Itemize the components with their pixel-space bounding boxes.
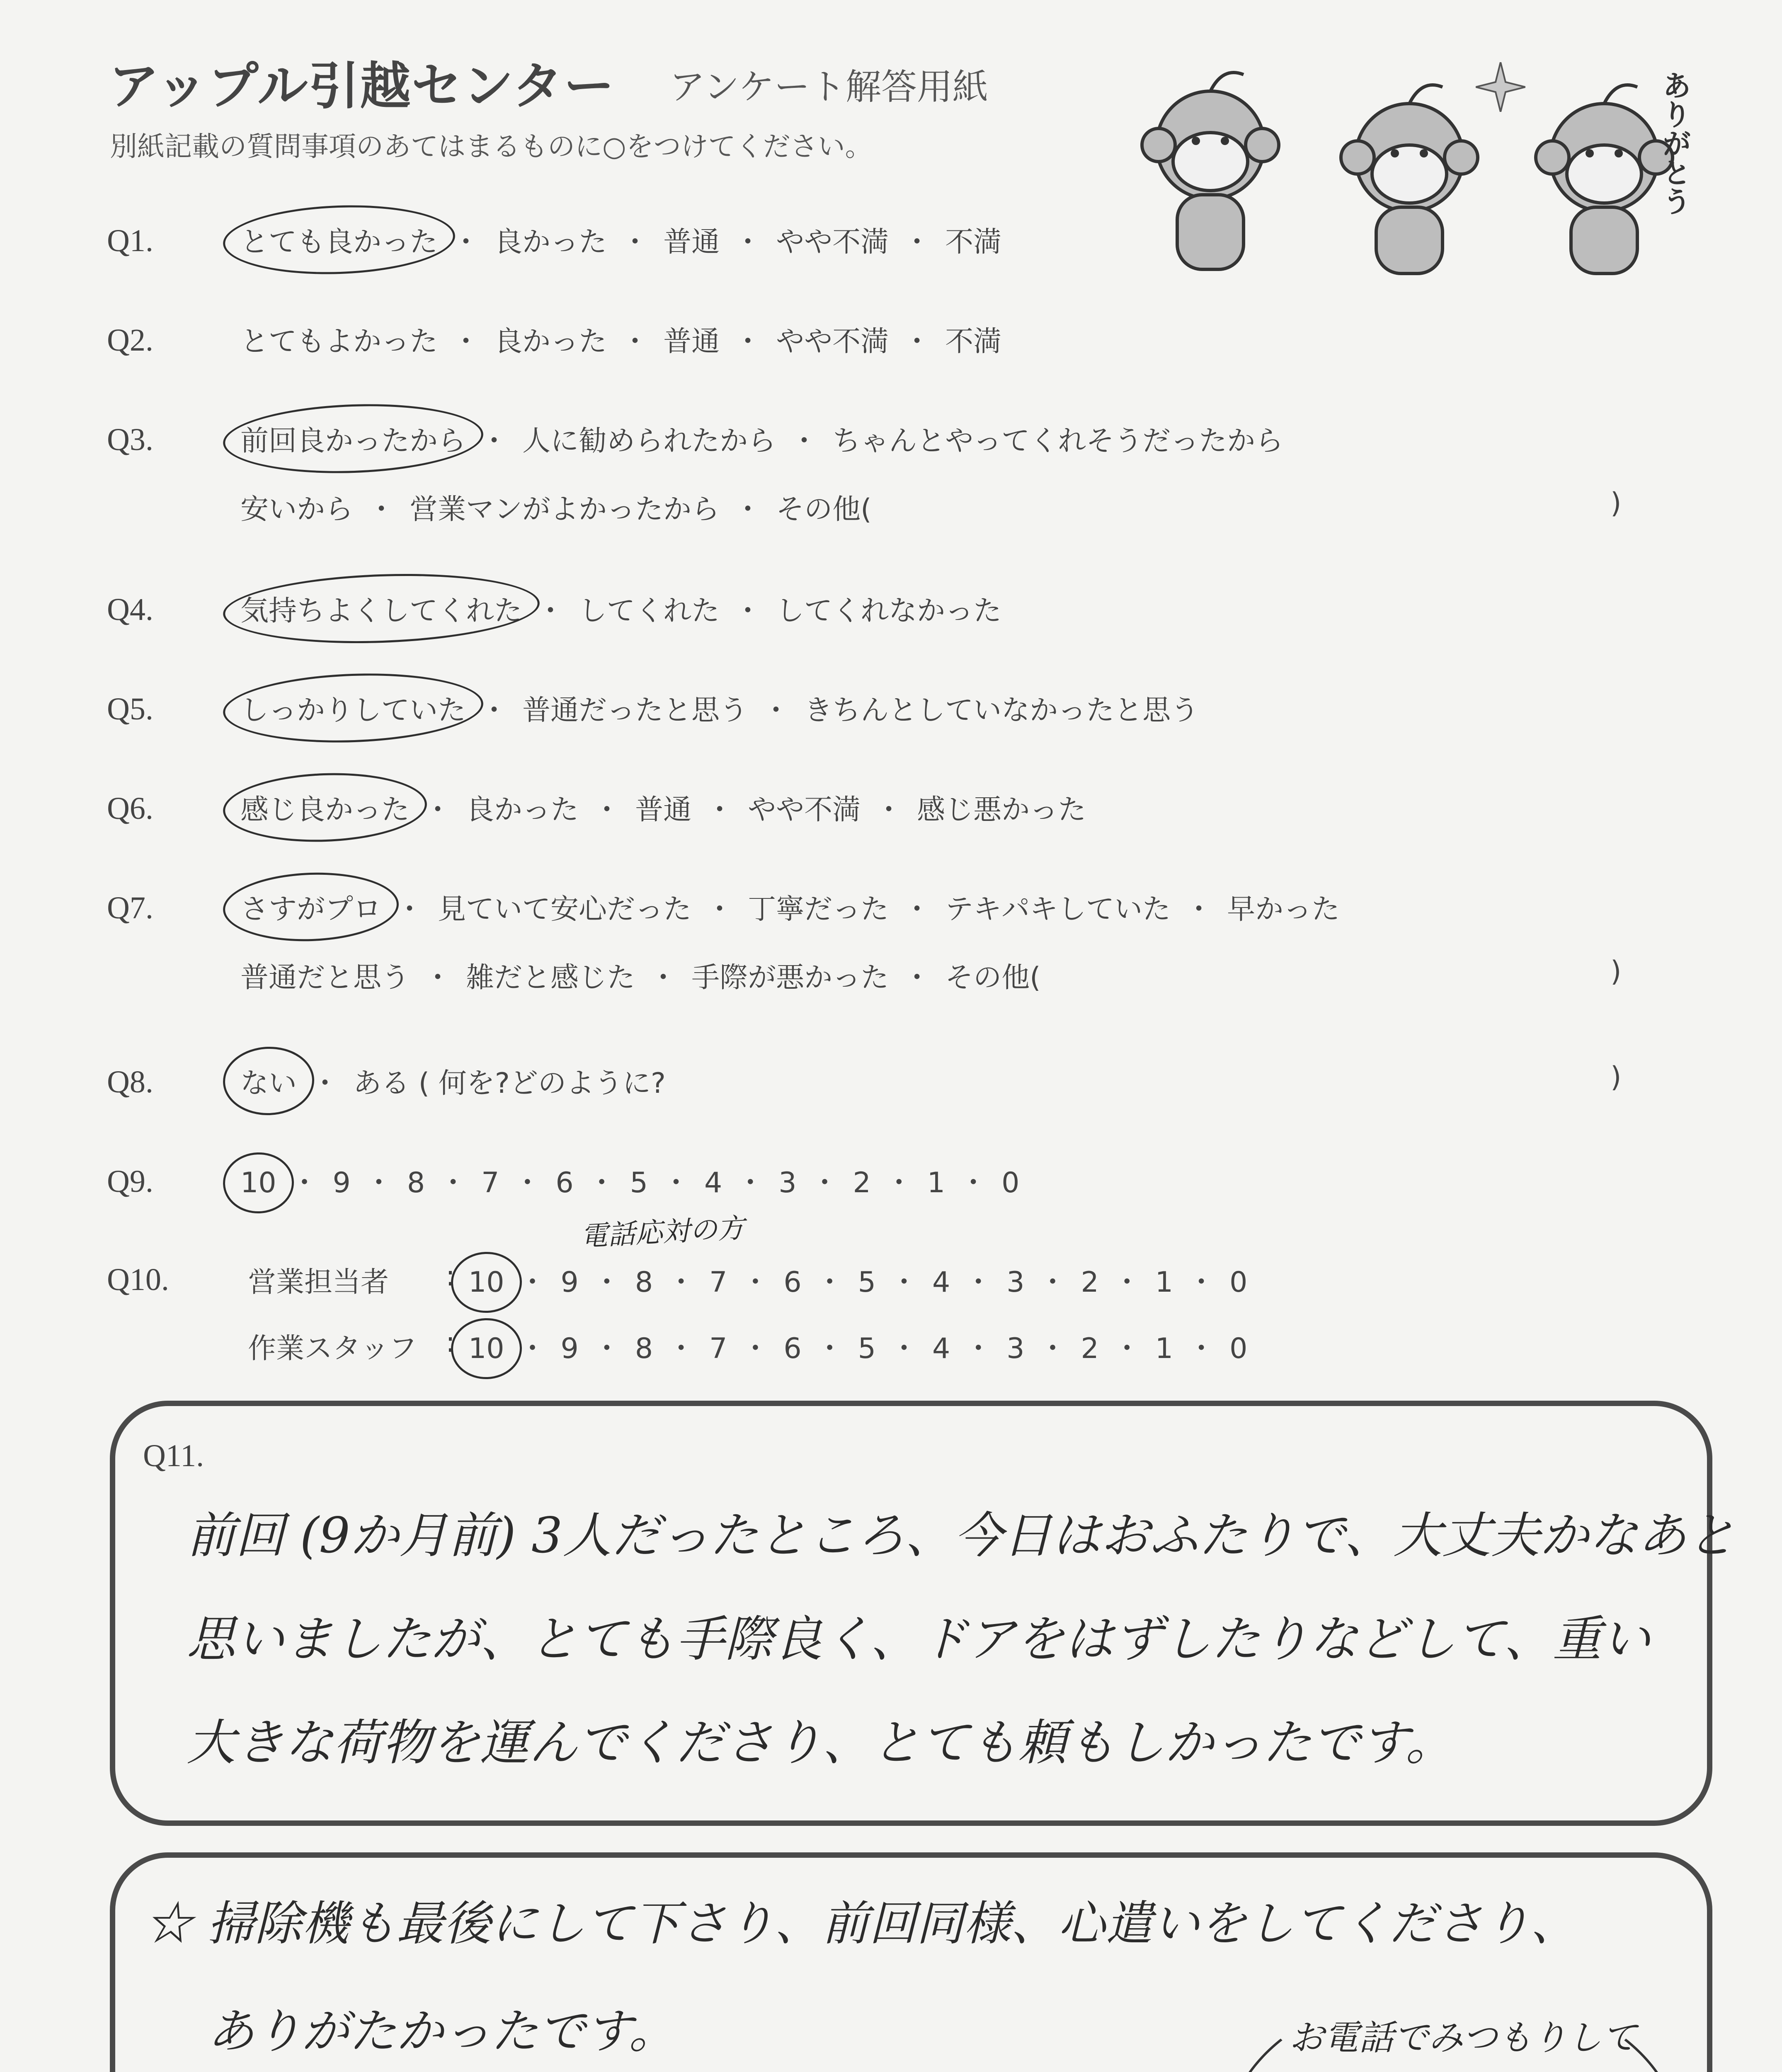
separator-dot: ・ — [1038, 1266, 1067, 1299]
q10-sales-score[interactable]: 4 — [932, 1266, 950, 1299]
q10-sales-score[interactable]: 7 — [709, 1266, 727, 1299]
q6-option[interactable]: やや不満 — [748, 794, 861, 826]
q10-staff-scale — [468, 1326, 1261, 1366]
q9-option[interactable]: 0 — [1001, 1167, 1020, 1199]
q10-staff-score[interactable]: 2 — [1081, 1332, 1099, 1365]
q7-option[interactable]: その他( — [945, 961, 1041, 994]
separator-dot: ・ — [592, 1332, 621, 1365]
q5-options-row-1 — [240, 688, 1213, 728]
q2-option[interactable]: 普通 — [663, 325, 720, 358]
q4-label: Q4. — [107, 592, 153, 627]
q1-option[interactable]: 普通 — [663, 226, 720, 259]
q9-option[interactable]: 1 — [927, 1167, 946, 1199]
q4-option[interactable]: 気持ちよくしてくれた — [240, 588, 522, 629]
q9-option[interactable]: 2 — [853, 1167, 871, 1199]
separator-dot: ・ — [1187, 1332, 1216, 1365]
side-note-line-1: お電話でみつもりして — [1289, 2017, 1637, 2058]
separator-dot: ・ — [875, 794, 903, 826]
q10-label: Q10. — [107, 1262, 169, 1297]
q7-option[interactable]: 手際が悪かった — [691, 961, 889, 994]
separator-dot: ・ — [964, 1332, 993, 1365]
separator-dot: ・ — [810, 1167, 839, 1199]
q11-answer-line-3: 大きな荷物を運んでくださり、とても頼もしかったです。 — [187, 1714, 1455, 1771]
q11-answer-line-2: 思いましたが、とても手際良く、ドアをはずしたりなどして、重い — [187, 1610, 1651, 1668]
q7-option[interactable]: 見ていて安心だった — [438, 893, 692, 926]
separator-dot: ・ — [480, 694, 509, 727]
q3-options-row-2 — [240, 487, 886, 527]
other-field-close-paren: ) — [1610, 955, 1622, 988]
q10-staff-score[interactable]: 9 — [560, 1332, 579, 1365]
form-title: アップル引越センター — [109, 57, 615, 116]
other-field-close-paren: ) — [1610, 487, 1622, 520]
separator-dot: ・ — [364, 1167, 393, 1199]
q10-sales-score[interactable]: 8 — [635, 1266, 653, 1299]
q10-sales-score[interactable]: 3 — [1006, 1266, 1025, 1299]
q10-sales-score[interactable]: 1 — [1155, 1266, 1173, 1299]
sparkle-icon — [1476, 62, 1525, 112]
separator-dot: ・ — [903, 325, 931, 358]
q10-sales-score[interactable]: 5 — [858, 1266, 876, 1299]
separator-dot: ・ — [1187, 1266, 1216, 1299]
q2-options-row-1 — [240, 319, 1016, 359]
q10-sales-label: 営業担当者 — [248, 1266, 389, 1299]
q4-option[interactable]: してくれなかった — [776, 595, 1002, 627]
q9-options-row-1 — [240, 1160, 1033, 1201]
q11-answer-line-1: 前回 (9か月前) 3人だったところ、今日はおふたりで、大丈夫かなあと — [187, 1507, 1736, 1564]
q9-label: Q9. — [107, 1164, 153, 1199]
separator-dot: ・ — [667, 1266, 696, 1299]
q6-label: Q6. — [107, 791, 153, 826]
q1-option[interactable]: 不満 — [945, 226, 1002, 259]
separator-dot: ・ — [734, 595, 762, 627]
q3-label: Q3. — [107, 422, 153, 457]
separator-dot: ・ — [452, 325, 480, 358]
separator-dot: ・ — [1185, 893, 1213, 926]
q10-sales-score[interactable]: 2 — [1081, 1266, 1099, 1299]
q5-option[interactable]: きちんとしていなかったと思う — [804, 694, 1199, 727]
q7-option[interactable]: テキパキしていた — [945, 893, 1171, 926]
separator-dot: ・ — [815, 1266, 844, 1299]
separator-dot: ・ — [395, 893, 424, 926]
separator-dot: ・ — [593, 794, 621, 826]
separator-dot: ・ — [367, 493, 396, 526]
separator-dot: ・ — [736, 1167, 765, 1199]
separator-dot: ・ — [890, 1266, 918, 1299]
separator-dot: ・ — [513, 1167, 542, 1199]
monkey-mascot-icon — [1127, 62, 1716, 278]
separator-dot: ・ — [741, 1266, 770, 1299]
q10-sales-score[interactable]: 10 — [468, 1266, 504, 1299]
separator-dot: ・ — [885, 1167, 913, 1199]
separator-dot: ・ — [311, 1067, 339, 1100]
q10-staff-score[interactable]: 4 — [932, 1332, 950, 1365]
separator-dot: ・ — [1113, 1266, 1141, 1299]
q10-sales-scale — [468, 1260, 1261, 1300]
comment-line-2: ありがたかったです。 — [207, 2004, 676, 2059]
separator-dot: ・ — [815, 1332, 844, 1365]
q10-sales-score[interactable]: 9 — [560, 1266, 579, 1299]
comment-line-1: ☆ 掃除機も最後にして下さり、前回同様、心遣いをしてくださり、 — [145, 1896, 1578, 1951]
q3-options-row-1 — [240, 419, 1297, 459]
separator-dot: ・ — [439, 1167, 468, 1199]
q2-option[interactable]: とてもよかった — [240, 325, 438, 358]
separator-dot: ・ — [964, 1266, 993, 1299]
separator-dot: ・ — [890, 1332, 918, 1365]
q11-label: Q11. — [143, 1438, 204, 1473]
other-field-close-paren: ) — [1610, 1061, 1622, 1094]
q2-option[interactable]: やや不満 — [776, 325, 889, 358]
separator-dot: ・ — [480, 425, 509, 457]
q7-option[interactable]: 雑だと感じた — [466, 961, 635, 994]
q8-option[interactable]: ない — [240, 1061, 297, 1101]
separator-dot: ・ — [706, 794, 734, 826]
separator-dot: ・ — [1038, 1332, 1067, 1365]
q9-option[interactable]: 5 — [630, 1167, 648, 1199]
separator-dot: ・ — [592, 1266, 621, 1299]
q1-option[interactable]: とても良かった — [240, 220, 438, 260]
separator-dot: ・ — [790, 425, 819, 457]
separator-dot: ・ — [706, 893, 734, 926]
instruction-text: 別紙記載の質問事項のあてはまるものに○をつけてください。 — [110, 131, 873, 162]
q10-colon-2: : — [446, 1326, 455, 1359]
q7-option[interactable]: さすがプロ — [240, 887, 381, 927]
q10-sales-note: 電話応対の方 — [579, 1212, 746, 1253]
separator-dot: ・ — [587, 1167, 616, 1199]
q5-option[interactable]: 普通だったと思う — [522, 694, 748, 727]
q4-options-row-1 — [240, 588, 1016, 629]
q10-staff-score[interactable]: 6 — [783, 1332, 802, 1365]
q5-option[interactable]: しっかりしていた — [240, 688, 466, 728]
q1-label: Q1. — [107, 223, 153, 258]
q10-colon-1: : — [446, 1260, 455, 1293]
q2-option[interactable]: 不満 — [945, 325, 1002, 358]
q6-option[interactable]: 感じ悪かった — [917, 794, 1086, 826]
separator-dot: ・ — [649, 961, 678, 994]
q3-option[interactable]: その他( — [776, 493, 872, 526]
q5-label: Q5. — [107, 692, 153, 726]
q7-options-row-1 — [240, 887, 1354, 927]
q10-staff-score[interactable]: 3 — [1006, 1332, 1025, 1365]
separator-dot: ・ — [903, 893, 931, 926]
q10-staff-score[interactable]: 7 — [709, 1332, 727, 1365]
q1-option[interactable]: 良かった — [494, 226, 607, 259]
q9-option[interactable]: 7 — [481, 1167, 499, 1199]
separator-dot: ・ — [734, 226, 762, 259]
separator-dot: ・ — [662, 1167, 690, 1199]
separator-dot: ・ — [741, 1332, 770, 1365]
q6-options-row-1 — [240, 787, 1100, 828]
q4-option[interactable]: してくれた — [579, 595, 720, 627]
q10-staff-score[interactable]: 10 — [468, 1332, 504, 1365]
separator-dot: ・ — [621, 325, 650, 358]
q6-option[interactable]: 良かった — [466, 794, 579, 826]
separator-dot: ・ — [903, 961, 931, 994]
q3-option[interactable]: 営業マンがよかったから — [410, 493, 720, 526]
q7-option[interactable]: 丁寧だった — [748, 893, 889, 926]
separator-dot: ・ — [424, 961, 452, 994]
q9-option[interactable]: 4 — [704, 1167, 722, 1199]
form-subtitle: アンケート解答用紙 — [669, 66, 988, 108]
q10-staff-score[interactable]: 1 — [1155, 1332, 1173, 1365]
separator-dot: ・ — [621, 226, 650, 259]
q10-staff-score[interactable]: 8 — [635, 1332, 653, 1365]
q9-option[interactable]: 8 — [407, 1167, 425, 1199]
q10-staff-label: 作業スタッフ — [248, 1332, 417, 1365]
separator-dot: ・ — [452, 226, 480, 259]
q8-label: Q8. — [107, 1065, 153, 1099]
q3-option[interactable]: 安いから — [240, 493, 354, 526]
q1-option[interactable]: やや不満 — [776, 226, 889, 259]
separator-dot: ・ — [518, 1332, 547, 1365]
separator-dot: ・ — [424, 794, 452, 826]
separator-dot: ・ — [959, 1167, 988, 1199]
q10-sales-score[interactable]: 6 — [783, 1266, 802, 1299]
q2-option[interactable]: 良かった — [494, 325, 607, 358]
q6-option[interactable]: 普通 — [635, 794, 692, 826]
q10-sales-score[interactable]: 0 — [1229, 1266, 1248, 1299]
q3-option[interactable]: ちゃんとやってくれそうだったから — [832, 425, 1284, 457]
separator-dot: ・ — [734, 325, 762, 358]
q3-option[interactable]: 前回良かったから — [240, 419, 466, 459]
q7-label: Q7. — [107, 891, 153, 925]
q10-staff-score[interactable]: 5 — [858, 1332, 876, 1365]
q6-option[interactable]: 感じ良かった — [240, 787, 410, 828]
separator-dot: ・ — [667, 1332, 696, 1365]
q7-option[interactable]: 早かった — [1227, 893, 1340, 926]
separator-dot: ・ — [903, 226, 931, 259]
q7-options-row-2 — [240, 955, 1055, 995]
q9-option[interactable]: 3 — [778, 1167, 797, 1199]
q3-option[interactable]: 人に勧められたから — [522, 425, 776, 457]
separator-dot: ・ — [762, 694, 790, 727]
thank-you-badge: ありがとう — [1658, 70, 1692, 215]
q10-staff-score[interactable]: 0 — [1229, 1332, 1248, 1365]
separator-dot: ・ — [290, 1167, 319, 1199]
separator-dot: ・ — [536, 595, 565, 627]
separator-dot: ・ — [1113, 1332, 1141, 1365]
separator-dot: ・ — [518, 1266, 547, 1299]
q9-option[interactable]: 6 — [555, 1167, 574, 1199]
q1-options-row-1 — [240, 220, 1016, 260]
q7-option[interactable]: 普通だと思う — [240, 961, 410, 994]
q9-option[interactable]: 10 — [240, 1167, 276, 1199]
q2-label: Q2. — [107, 323, 153, 358]
q8-options-row-1 — [240, 1061, 680, 1101]
separator-dot: ・ — [734, 493, 762, 526]
q8-option[interactable]: ある ( 何を?どのように? — [353, 1067, 666, 1100]
q9-option[interactable]: 9 — [332, 1167, 351, 1199]
